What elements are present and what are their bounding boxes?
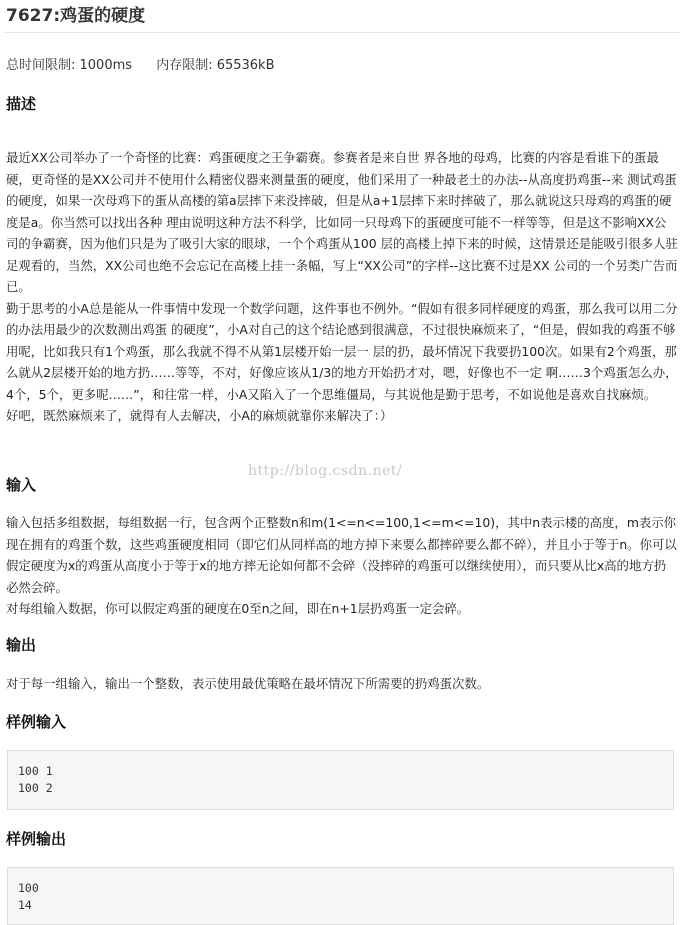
sample-input-block	[7, 750, 674, 810]
description-paragraph: 好吧，既然麻烦来了，就得有人去解决，小A的麻烦就靠你来解决了：）	[6, 408, 393, 423]
code-line: 14	[18, 898, 32, 912]
watermark: http://blog.csdn.net/	[248, 463, 403, 479]
sample-input-heading: 样例输入	[6, 713, 67, 731]
output-paragraph: 对于每一组输入，输出一个整数，表示使用最优策略在最坏情况下所需要的扔鸡蛋次数。	[6, 676, 490, 691]
input-body	[6, 512, 678, 620]
description-paragraph: 最近XX公司举办了一个奇怪的比赛：鸡蛋硬度之王争霸赛。参赛者是来自世 界各地的母鸡，比赛的内容是看谁下的蛋最硬，更奇怪的是XX公司并不使用什么精密仪器来测量蛋的硬度，他们采用了一种最老土的办法--从高度扔鸡蛋--来 测试鸡蛋的硬度，如果一次母鸡下的蛋从高楼的第a层摔下来没摔破，但是从a+1层摔下来时摔破了，那么就说这只母鸡的鸡蛋的硬度是a。你当然可以找出各种 理由说明这种方法不科学，比如同一只母鸡下的蛋硬度可能不一样等等，但是这不影响XX公司的争霸赛，因为他们只是为了吸引大家的眼球，一个个鸡蛋从100 层的高楼上掉下来的时候，这情景还是能吸引很多人驻足观看的，当然，XX公司也绝不会忘记在高楼上挂一条幅，写上“XX公司”的字样--这比赛不过是XX 公司的一个另类广告而已。	[6, 150, 678, 294]
limits-row	[6, 57, 295, 75]
output-body	[6, 673, 678, 695]
code-line: 100	[18, 881, 39, 895]
page-title: 7627:鸡蛋的硬度	[6, 6, 146, 26]
code-line: 100 1	[18, 764, 53, 778]
input-paragraph: 对每组输入数据，你可以假定鸡蛋的硬度在0至n之间，即在n+1层扔鸡蛋一定会碎。	[6, 601, 470, 616]
input-paragraph: 输入包括多组数据，每组数据一行，包含两个正整数n和m(1<=n<=100,1<=m<=10)，其中n表示楼的高度，m表示你现在拥有的鸡蛋个数，这些鸡蛋硬度相同（即它们从同样高的地方掉下来要么都摔碎要么都不碎），并且小于等于n。你可以假定硬度为x的鸡蛋从高度小于等于x的地方摔无论如何都不会碎（没摔碎的鸡蛋可以继续使用），而只要从比x高的地方扔必然会碎。	[6, 515, 677, 595]
time-limit: 总时间限制: 1000ms	[6, 58, 133, 73]
description-paragraph: 勤于思考的小A总是能从一件事情中发现一个数学问题，这件事也不例外。“假如有很多同样硬度的鸡蛋，那么我可以用二分的办法用最少的次数测出鸡蛋 的硬度”，小A对自己的这个结论感到很满意，不过很快麻烦来了，“但是，假如我的鸡蛋不够用呢，比如我只有1个鸡蛋，那么我就不得不从第1层楼开始一层一 层的扔，最坏情况下我要扔100次。如果有2个鸡蛋，那么就从2层楼开始的地方扔……等等，不对，好像应该从1/3的地方开始扔才对，嗯，好像也不一定 啊……3个鸡蛋怎么办，4个，5个，更多呢……”，和往常一样，小A又陷入了一个思维僵局，与其说他是勤于思考，不如说他是喜欢自找麻烦。	[6, 300, 678, 402]
memory-limit: 内存限制: 65536kB	[156, 58, 275, 73]
description-body	[6, 147, 678, 427]
output-heading: 输出	[6, 636, 37, 654]
input-heading: 输入	[6, 476, 37, 494]
description-heading: 描述	[6, 95, 37, 113]
title-divider	[4, 32, 680, 33]
code-line: 100 2	[18, 781, 53, 795]
sample-output-heading: 样例输出	[6, 830, 67, 848]
sample-output-block	[7, 867, 674, 925]
